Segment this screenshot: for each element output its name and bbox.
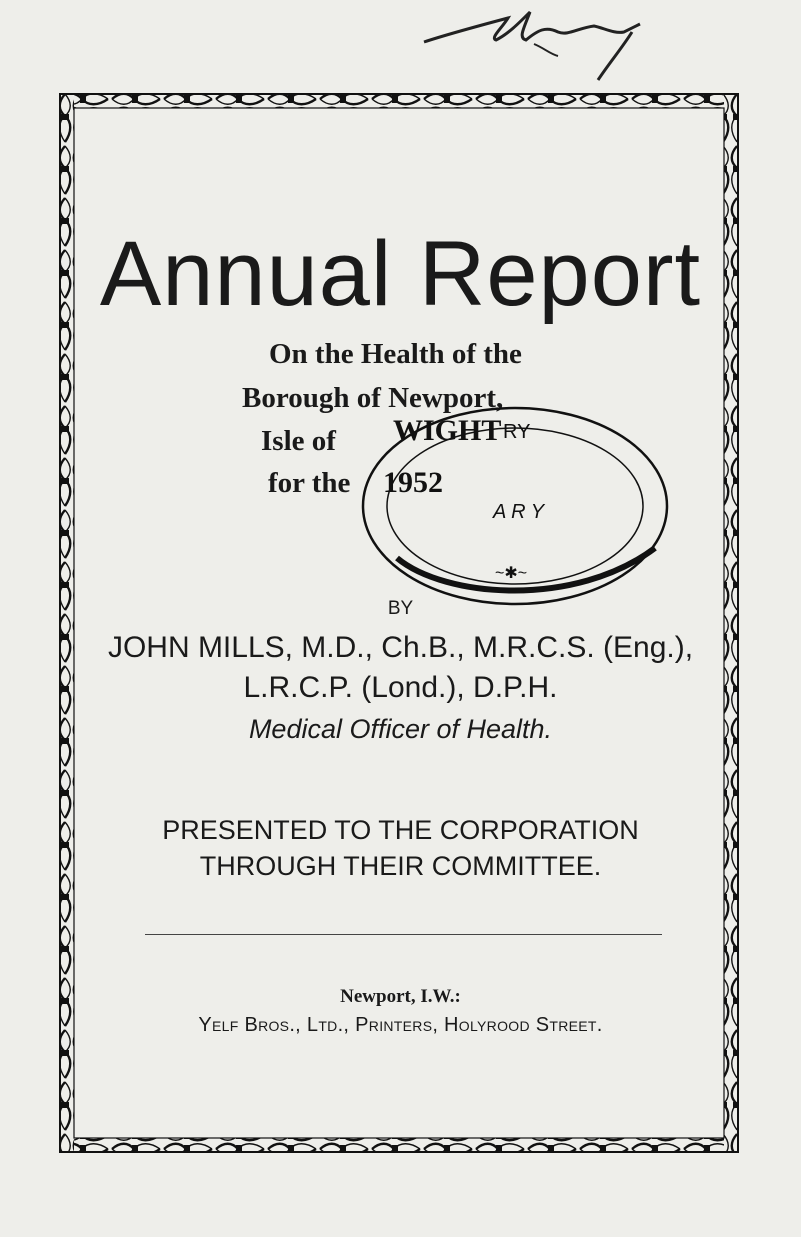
author-role: Medical Officer of Health. [248,714,553,744]
handwritten-signature [418,4,648,90]
subtitle-line-2: Borough of Newport, [242,382,504,414]
by-label: BY [387,598,414,619]
presented-line-1: PRESENTED TO THE CORPORATION [162,815,639,845]
svg-text:A R Y: A R Y [493,501,545,523]
author-line-1: JOHN MILLS, M.D., Ch.B., M.R.C.S. (Eng.), [107,631,694,664]
printer-line: Yelf Bros., Ltd., Printers, Holyrood Street. [198,1014,603,1036]
publication-place: Newport, I.W.: [340,986,461,1007]
subtitle-line-4: for the [268,467,351,499]
subtitle-line-3: Isle of [261,425,336,457]
library-stamp [355,398,680,613]
divider-line [145,934,662,935]
svg-text:1952: 1952 [383,466,443,499]
svg-text:~✱~: ~✱~ [495,565,528,582]
subtitle-line-1: On the Health of the [269,338,522,370]
author-line-2: L.R.C.P. (Lond.), D.P.H. [243,671,558,704]
report-title: Annual Report [99,223,702,325]
presented-line-2: THROUGH THEIR COMMITTEE. [199,851,602,881]
svg-text:RY: RY [503,421,531,443]
svg-text:WIGHT: WIGHT [393,414,502,447]
